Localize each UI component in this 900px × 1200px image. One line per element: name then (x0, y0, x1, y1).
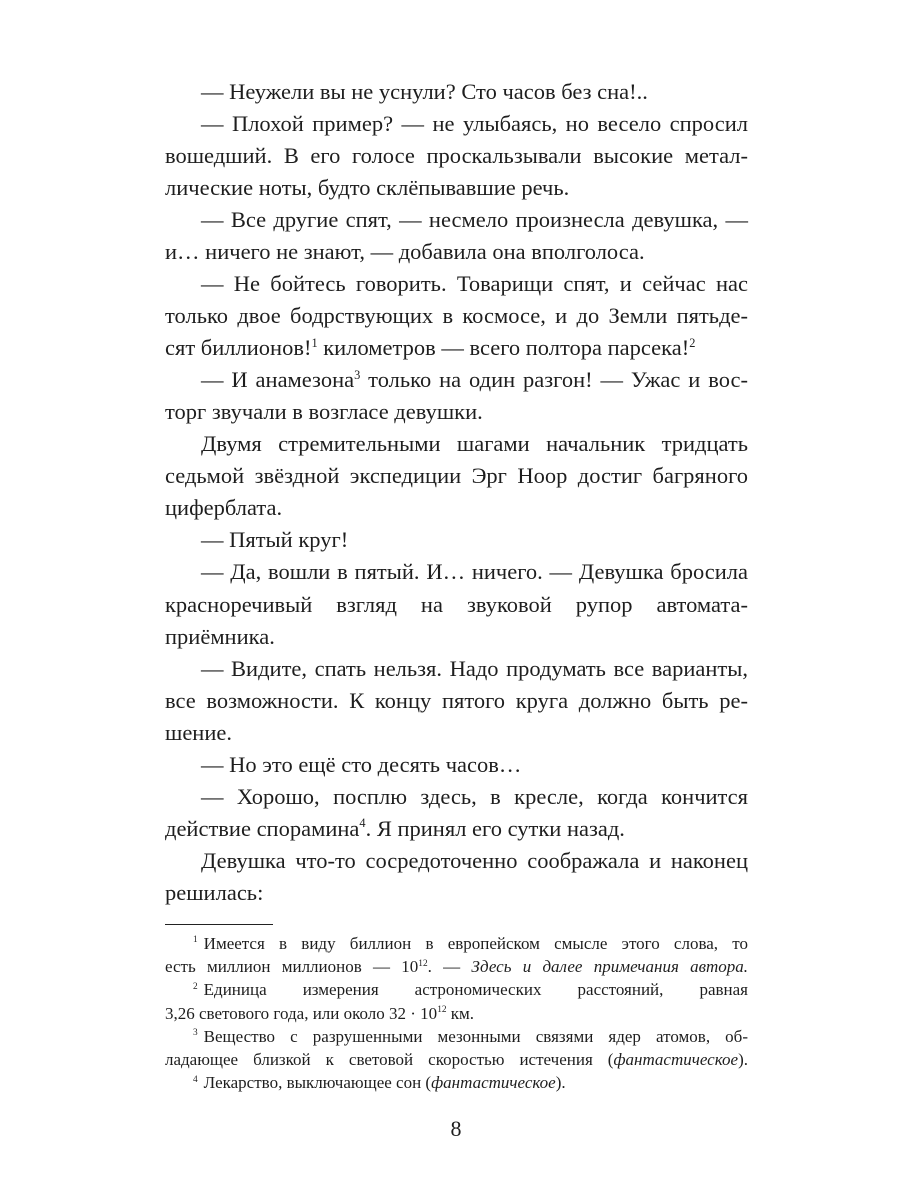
text-line: — Видите, спать нельзя. Надо продумать все варианты, (201, 655, 748, 681)
footnote-number: 1 (193, 935, 198, 946)
text-line: торг звучали в возгласе девушки. (165, 399, 483, 425)
text-span: ). (555, 1073, 566, 1093)
text-line: — Да, вошли в пятый. И… ничего. — Девушка бросила (201, 559, 748, 585)
text-span: . Я принял его сутки назад. (365, 815, 625, 841)
footnote-ref-2: 2 (689, 335, 696, 350)
footnote-ref-3: 3 (354, 367, 361, 382)
text-line: Девушка что-то сосредоточенно соображала и наконец (201, 847, 748, 873)
text-line: лические ноты, будто склёпывавшие речь. (165, 175, 570, 201)
text-span: километров — всего полтора парсека! (317, 335, 690, 361)
superscript: 12 (418, 958, 428, 969)
text-line: седьмой звёздной экспедиции Эрг Ноор достиг багряного (165, 463, 748, 489)
text-line: вошедший. В его голосе проскальзывали высокие метал- (165, 143, 748, 169)
text-line (165, 1048, 748, 1071)
text-span: км. (446, 1003, 475, 1023)
text-span: Вещество с разрушенными мезонными связями ядер атомов, об- (203, 1026, 748, 1046)
italic-text: фантастическое (613, 1049, 739, 1069)
footnote-number: 3 (193, 1028, 198, 1039)
text-line (165, 332, 748, 364)
superscript: 12 (437, 1005, 447, 1016)
footnote-divider (165, 924, 273, 925)
italic-text: Здесь и далее примечания автора. (471, 957, 749, 977)
text-span: есть миллион миллионов — 10 (165, 957, 419, 977)
text-span: . — (427, 957, 472, 977)
text-line: — Пятый круг! (201, 527, 349, 553)
footnote-1 (165, 932, 748, 955)
text-line: — Но это ещё сто десять часов… (201, 751, 522, 777)
text-span: ладающее близкой к световой скоростью истечения ( (165, 1049, 614, 1069)
text-line: решилась: (165, 879, 264, 905)
text-line: красноречивый взгляд на звуковой рупор автомата- (165, 591, 748, 617)
footnote-4 (165, 1071, 748, 1094)
text-line: — Плохой пример? — не улыбаясь, но весело спросил (201, 111, 748, 137)
text-span: действие спорамина (165, 815, 360, 841)
text-span: Единица измерения астрономических расстояний, равная (203, 980, 748, 1000)
text-line: Двумя стремительными шагами начальник тридцать (201, 431, 748, 457)
text-line: — Неужели вы не уснули? Сто часов без сна!.. (201, 79, 648, 104)
footnote-ref-1: 1 (311, 335, 318, 350)
footnotes (165, 932, 748, 1094)
text-line (165, 1002, 748, 1025)
text-line: — Не бойтесь говорить. Товарищи спят, и сейчас нас (201, 271, 748, 297)
text-line: — Все другие спят, — несмело произнесла девушка, — (201, 207, 748, 233)
text-line: приёмника. (165, 623, 275, 649)
text-span: 3,26 светового года, или около 32 · 10 (165, 1003, 438, 1023)
main-text (165, 76, 748, 909)
page-number: 8 (450, 1116, 462, 1141)
text-span: Лекарство, выключающее сон ( (203, 1073, 432, 1093)
footnote-2 (165, 978, 748, 1001)
text-span: ). (738, 1049, 748, 1069)
text-line: — Хорошо, посплю здесь, в кресле, когда кончится (201, 783, 748, 809)
text-line: шение. (165, 719, 233, 745)
footnote-3 (165, 1025, 748, 1048)
italic-text: фантастическое (431, 1073, 556, 1093)
text-line (165, 364, 748, 396)
footnote-number: 4 (193, 1074, 198, 1085)
text-span: сят биллионов! (165, 335, 312, 361)
text-line: только двое бодрствующих в космосе, и до Земли пятьде- (165, 303, 748, 329)
text-line: циферблата. (165, 495, 283, 521)
text-span: Имеется в виду биллион в европейском смысле этого слова, то (203, 934, 748, 953)
text-line: все возможности. К концу пятого круга должно быть ре- (165, 687, 748, 713)
text-line (165, 813, 748, 845)
text-span: только на один разгон! — Ужас и вос- (360, 367, 748, 393)
text-line: и… ничего не знают, — добавила она вполголоса. (165, 239, 645, 265)
text-line (165, 955, 748, 978)
footnote-ref-4: 4 (359, 816, 366, 831)
text-span: — И анамезона (201, 367, 355, 393)
footnote-number: 2 (193, 981, 198, 992)
